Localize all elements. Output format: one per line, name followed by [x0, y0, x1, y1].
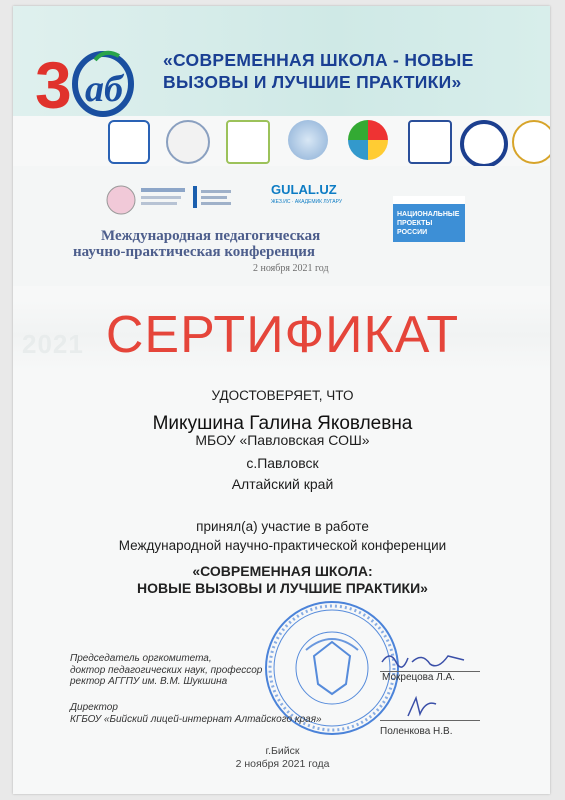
- recipient-name: Микушина Галина Яковлевна: [152, 413, 413, 434]
- certificate-title: СЕРТИФИКАТ: [105, 306, 460, 364]
- theme-line2: НОВЫЕ ВЫЗОВЫ И ЛУЧШИЕ ПРАКТИКИ»: [137, 580, 428, 596]
- conference-reference: Международной научно-практической конференции: [118, 538, 447, 553]
- np-line3: РОССИИ: [397, 229, 428, 236]
- partner-logos-row: [108, 114, 548, 166]
- recipient-village: с.Павловск: [246, 455, 319, 471]
- chair-title-line1: Председатель оргкомитета,: [70, 653, 212, 664]
- issue-date: 2 ноября 2021 года: [235, 758, 330, 770]
- chair-signature: [378, 648, 468, 672]
- svg-text:аб: аб: [85, 68, 123, 110]
- chair-title-line3: ректор АГГПУ им. В.М. Шукшина: [70, 676, 228, 687]
- organizer-logos: [103, 178, 403, 228]
- np-line2: ПРОЕКТЫ: [397, 220, 433, 227]
- partner-logo-8: [512, 120, 550, 164]
- director-signature: [402, 694, 442, 722]
- header-title: [163, 49, 543, 93]
- partner-logo-2: [166, 120, 210, 164]
- svg-text:3: 3: [35, 48, 72, 118]
- anniversary-logo: [35, 46, 135, 118]
- partner-logo-6: [408, 120, 452, 164]
- partner-logo-5: [348, 120, 388, 160]
- director-title-line1: Директор: [70, 702, 118, 713]
- recipient-region: Алтайский край: [231, 476, 334, 492]
- year-watermark: 2021: [22, 329, 84, 359]
- director-title: [70, 702, 322, 725]
- gulal-subtitle: ЖЕЗ.ИС · АКАДЕМИК ЛУГАРУ: [271, 199, 342, 205]
- director-signature-line: [380, 720, 480, 721]
- national-projects-logo: [393, 196, 465, 242]
- chair-title: [70, 653, 262, 688]
- attests-text: УДОСТОВЕРЯЕТ, ЧТО: [211, 388, 354, 403]
- partner-logo-3: [226, 120, 270, 164]
- participation-text: принял(а) участие в работе: [196, 519, 369, 534]
- conference-title-line1: Международная педагогическая: [101, 228, 321, 244]
- issue-city: г.Бийск: [265, 745, 300, 757]
- conference-date: 2 ноября 2021 год: [253, 263, 329, 274]
- chair-name: Мокрецова Л.А.: [382, 672, 456, 683]
- conference-title-line2: научно-практическая конференция: [73, 244, 316, 260]
- theme-line1: «СОВРЕМЕННАЯ ШКОЛА:: [192, 563, 373, 579]
- partner-logo-7: [460, 120, 508, 168]
- director-title-line2: КГБОУ «Бийский лицей-интернат Алтайского края»: [70, 713, 322, 725]
- gulal-logo: GULAL.UZ: [271, 182, 337, 197]
- partner-logo-1: [108, 120, 150, 164]
- recipient-school: МБОУ «Павловская СОШ»: [195, 432, 370, 448]
- header-title-line1: «СОВРЕМЕННАЯ ШКОЛА - НОВЫЕ: [163, 50, 474, 70]
- director-name: Поленкова Н.В.: [380, 726, 453, 737]
- header-title-line2: ВЫЗОВЫ И ЛУЧШИЕ ПРАКТИКИ»: [163, 72, 462, 92]
- partner-logo-4: [288, 120, 328, 160]
- chair-title-line2: доктор педагогических наук, профессор: [70, 664, 263, 676]
- np-line1: НАЦИОНАЛЬНЫЕ: [397, 211, 460, 218]
